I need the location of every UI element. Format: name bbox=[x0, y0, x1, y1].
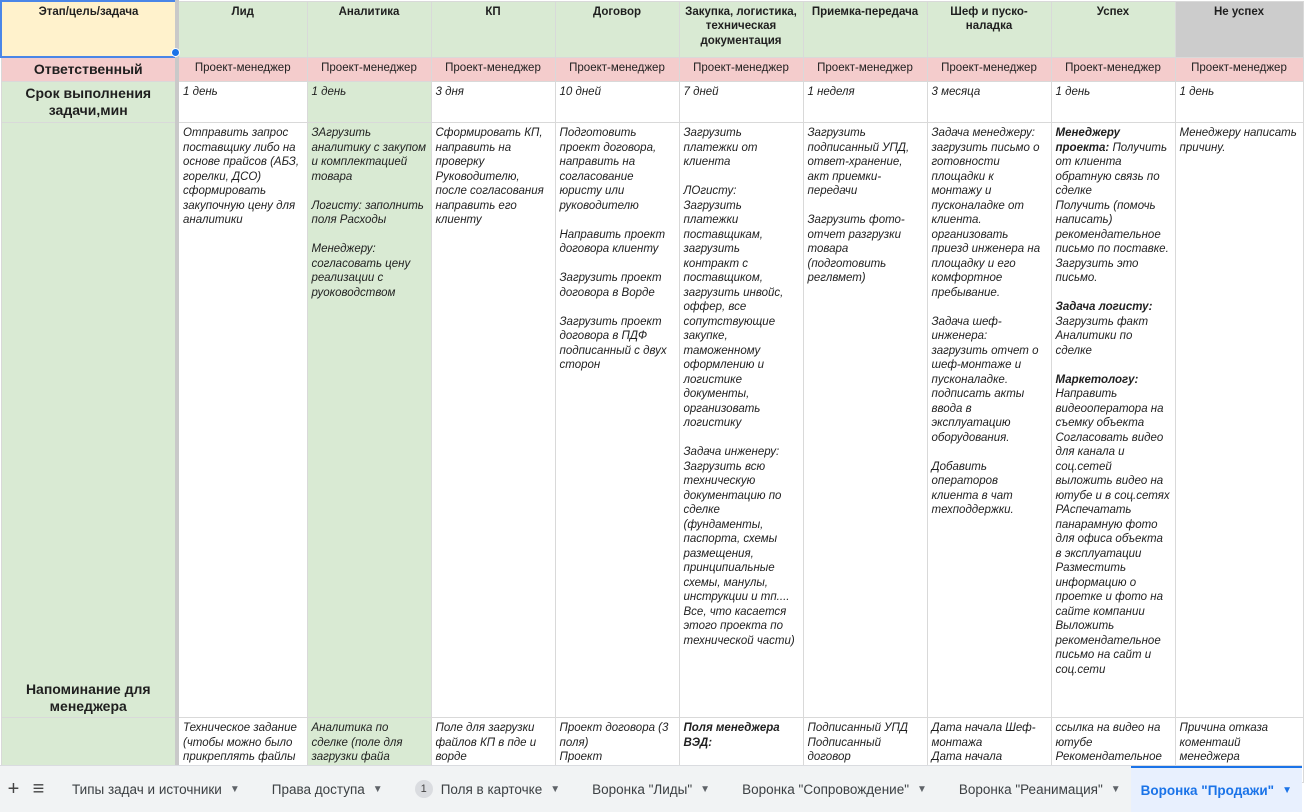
reminder-cell[interactable]: Менеджеру написать причину. bbox=[1175, 123, 1303, 718]
all-sheets-menu-icon[interactable]: ≡ bbox=[32, 777, 45, 800]
responsible-label[interactable]: Ответственный bbox=[1, 57, 177, 82]
chevron-down-icon[interactable]: ▼ bbox=[550, 783, 561, 795]
sheet-tab-label: Права доступа bbox=[271, 781, 365, 797]
reminder-label[interactable]: Напоминание для менеджера bbox=[1, 123, 177, 718]
deadline-cell[interactable]: 7 дней bbox=[679, 82, 803, 123]
success-text-logist: Загрузить факт Аналитики по сделке bbox=[1055, 315, 1149, 357]
deadline-cell[interactable]: 1 день bbox=[307, 82, 431, 123]
ved-heading: Поля менеджера ВЭД: bbox=[683, 722, 780, 749]
sheet-tabs-bar bbox=[0, 765, 1302, 812]
responsible-cell[interactable]: Проект-менеджер bbox=[803, 57, 927, 82]
sheet-tab-funnel-leads[interactable] bbox=[570, 766, 720, 812]
col-header-success[interactable]: Успех bbox=[1051, 1, 1175, 57]
fields-cell[interactable]: Аналитика по сделке (поле для загрузки файа bbox=[307, 718, 431, 783]
deadline-row bbox=[1, 82, 1303, 123]
responsible-cell[interactable]: Проект-менеджер bbox=[555, 57, 679, 82]
col-header-contract[interactable]: Договор bbox=[555, 1, 679, 57]
sheet-tab-label: Воронка "Реанимация" bbox=[958, 781, 1103, 797]
col-header-commissioning[interactable]: Шеф и пуско-наладка bbox=[927, 1, 1051, 57]
selection-handle[interactable] bbox=[171, 48, 180, 57]
deadline-label[interactable]: Срок выполнения задачи,мин bbox=[1, 82, 177, 123]
success-text-marketing: Направить видеооператора на съемку объекта Согласовать видео для канала и соц.сетей выложить видео на ютубе и в соц.сетях РАспечатать панарамную фото для офиса объекта в эксплуатации Разместить информацию о проетке и фото на сайте компании Выложить рекомендательное письмо на сайт и соц.сети bbox=[1055, 388, 1170, 676]
deadline-cell[interactable]: 10 дней bbox=[555, 82, 679, 123]
chevron-down-icon[interactable]: ▼ bbox=[700, 783, 711, 795]
responsible-cell[interactable]: Проект-менеджер bbox=[1051, 57, 1175, 82]
fields-cell[interactable]: Подписанный УПД Подписанный договор bbox=[803, 718, 927, 783]
fields-cell[interactable]: Дата начала Шеф-монтажа Дата начала bbox=[927, 718, 1051, 783]
success-heading-logist: Задача логисту: bbox=[1055, 301, 1153, 313]
col-header-lead[interactable]: Лид bbox=[177, 1, 307, 57]
sheet-tab-label: Воронка "Сопровождение" bbox=[742, 781, 909, 797]
fields-cell[interactable]: Проект договора (3 поля) Проект bbox=[555, 718, 679, 783]
responsible-cell[interactable]: Проект-менеджер bbox=[927, 57, 1051, 82]
sheet-tab-funnel-support[interactable] bbox=[720, 766, 937, 812]
sheet-tab-funnel-sales[interactable] bbox=[1131, 766, 1302, 812]
fields-cell[interactable]: Техническое задание (чтобы можно было прикреплять файлы bbox=[177, 718, 307, 783]
fields-cell[interactable]: Причина отказа коментаий менеджера bbox=[1175, 718, 1303, 783]
stage-label-cell[interactable]: Этап/цель/задача bbox=[1, 1, 177, 57]
responsible-cell[interactable]: Проект-менеджер bbox=[177, 57, 307, 82]
responsible-row bbox=[1, 57, 1303, 82]
success-heading-marketing: Маркетологу: bbox=[1055, 373, 1139, 386]
reminder-cell[interactable]: Подготовить проект договора, направить на согласование юристу или руководителю Направить проект договора клиенту Загрузить проект договора в Ворде Загрузить проект договора в ПДФ подписанный с двух сторон bbox=[555, 123, 679, 718]
reminder-cell[interactable]: Сформировать КП, направить на проверку Руководителю, после согласования направить его клиенту bbox=[431, 123, 555, 718]
chevron-down-icon[interactable]: ▼ bbox=[372, 783, 383, 795]
sheet-tab-access-rights[interactable] bbox=[250, 766, 393, 812]
fields-cell[interactable]: Поле для загрузки файлов КП в пдe и ворде bbox=[431, 718, 555, 783]
chevron-down-icon[interactable]: ▼ bbox=[1282, 784, 1292, 796]
header-row bbox=[1, 1, 1303, 57]
deadline-cell[interactable]: 1 день bbox=[1051, 82, 1175, 123]
reminder-cell[interactable]: Отправить запрос поставщику либо на основе прайсов (АБЗ, горелки, ДСО) сформировать закупочную цену для аналитики bbox=[177, 123, 307, 718]
col-header-failure[interactable]: Не успех bbox=[1175, 1, 1303, 57]
responsible-cell[interactable]: Проект-менеджер bbox=[307, 57, 431, 82]
col-header-procurement[interactable]: Закупка, логистика, техническая документация bbox=[679, 1, 803, 57]
sheet-tab-label: Воронка "Продажи" bbox=[1140, 782, 1275, 798]
chevron-down-icon[interactable]: ▼ bbox=[229, 783, 240, 795]
success-heading-manager: Менеджеру проекта: bbox=[1055, 127, 1121, 154]
reminder-row bbox=[1, 123, 1303, 718]
deadline-cell[interactable]: 3 дня bbox=[431, 82, 555, 123]
responsible-cell[interactable]: Проект-менеджер bbox=[431, 57, 555, 82]
deadline-cell[interactable]: 1 день bbox=[177, 82, 307, 123]
sheet-tab-label: Поля в карточке bbox=[440, 781, 543, 797]
deadline-cell[interactable]: 1 неделя bbox=[803, 82, 927, 123]
chevron-down-icon[interactable]: ▼ bbox=[1110, 783, 1121, 795]
col-header-analytics[interactable]: Аналитика bbox=[307, 1, 431, 57]
reminder-cell[interactable]: Загрузить платежки от клиента ЛОгисту: Загрузить платежки поставщикам, загрузить контракт с поставщиком, загрузить инвойс, оффер, все сопутствующие закупке, таможенному оформлению и логистике документы, организовать логистику Задача инженеру: Загрузить всю техническую документацию по сделке (фундаменты, паспорта, схемы размещения, принципиальные схемы, манулы, инструкции и тп.... Все, что касается этого проекта по технической части) bbox=[679, 123, 803, 718]
sheet-tab-label: Воронка "Лиды" bbox=[592, 781, 693, 797]
deadline-cell[interactable]: 3 месяца bbox=[927, 82, 1051, 123]
col-header-kp[interactable]: КП bbox=[431, 1, 555, 57]
sheet-tab-card-fields[interactable] bbox=[393, 766, 570, 812]
add-sheet-icon[interactable]: + bbox=[7, 777, 20, 800]
deadline-cell[interactable]: 1 день bbox=[1175, 82, 1303, 123]
success-text-manager: Получить от клиента обратную связь по сделке Получить (помочь написать) рекомендательное письмо по поставке. Загрузить это письмо. bbox=[1055, 141, 1169, 284]
col-header-acceptance[interactable]: Приемка-передача bbox=[803, 1, 927, 57]
sheet-tab-task-types[interactable] bbox=[50, 766, 250, 812]
responsible-cell[interactable]: Проект-менеджер bbox=[679, 57, 803, 82]
reminder-cell-success[interactable] bbox=[1051, 123, 1175, 718]
sheet-tab-label: Типы задач и источники bbox=[72, 781, 222, 797]
chevron-down-icon[interactable]: ▼ bbox=[917, 783, 927, 795]
reminder-cell[interactable]: Загрузить подписанный УПД, ответ-хранение, акт приемки-передачи Загрузить фото-отчет разгрузки товара (подготовить реглвмет) bbox=[803, 123, 927, 718]
responsible-cell[interactable]: Проект-менеджер bbox=[1175, 57, 1303, 82]
reminder-cell[interactable]: ЗАгрузить аналитику с закупом и комплектацией товара Логисту: заполнить поля Расходы Менеджеру: согласовать цену реализации с руоководством bbox=[307, 123, 431, 718]
reminder-cell[interactable]: Задача менеджеру: загрузить письмо о готовности площадки к монтажу и пусконаладке от клиента. организовать приезд инженера на площадку и его комфортное пребывание. Задача шеф-инженера: загрузить отчет о шеф-монтаже и пусконаладке. подписать акты ввода в эксплуатацию оборудования. Добавить операторов клиента в чат техподдержки. bbox=[927, 123, 1051, 718]
sheet-tab-badge: 1 bbox=[415, 780, 433, 798]
fields-cell[interactable]: ссылка на видео на ютубе Рекомендательное bbox=[1051, 718, 1175, 783]
sheet-tab-funnel-reanimation[interactable] bbox=[937, 766, 1131, 812]
